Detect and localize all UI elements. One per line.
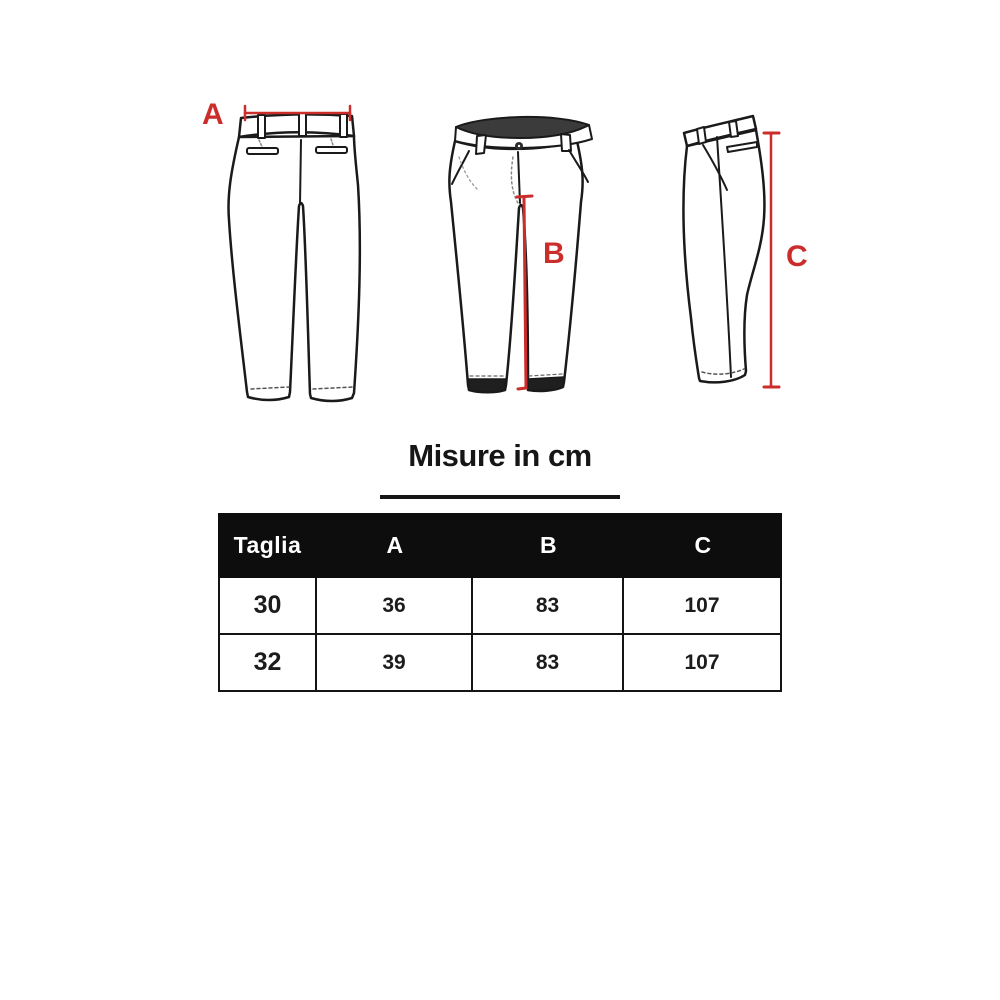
measure-label-b: B bbox=[543, 237, 565, 270]
cell-measure-c: 107 bbox=[624, 578, 782, 635]
header-cell-b: B bbox=[539, 532, 558, 558]
size-chart-table bbox=[218, 513, 782, 692]
table-header-row bbox=[218, 513, 782, 578]
pants-front-view-illustration bbox=[449, 117, 592, 392]
pants-back-view-illustration bbox=[228, 113, 359, 401]
cell-measure-b: 83 bbox=[473, 635, 624, 692]
back-pocket-left bbox=[247, 148, 278, 154]
cell-measure-b: 83 bbox=[473, 578, 624, 635]
table-row bbox=[218, 635, 782, 692]
header-cell-taglia: Taglia bbox=[233, 532, 302, 558]
header-cell-c: C bbox=[694, 532, 712, 558]
table-row bbox=[218, 578, 782, 635]
page-title: Misure in cm bbox=[408, 438, 592, 473]
cell-size: 30 bbox=[218, 578, 317, 635]
title-underline bbox=[380, 495, 620, 499]
measure-c-line bbox=[764, 133, 779, 387]
pants-illustrations bbox=[0, 0, 1000, 430]
measure-label-a: A bbox=[202, 98, 224, 131]
header-cell-a: A bbox=[386, 532, 404, 558]
cell-measure-c: 107 bbox=[624, 635, 782, 692]
cell-measure-a: 39 bbox=[317, 635, 473, 692]
hem-left bbox=[468, 379, 506, 392]
title-block bbox=[0, 438, 1000, 474]
back-pocket-right bbox=[316, 147, 347, 153]
cell-size: 32 bbox=[218, 635, 317, 692]
measure-label-c: C bbox=[786, 240, 808, 273]
cell-measure-a: 36 bbox=[317, 578, 473, 635]
hem-right bbox=[528, 377, 564, 390]
pants-side-view-illustration bbox=[684, 116, 765, 382]
